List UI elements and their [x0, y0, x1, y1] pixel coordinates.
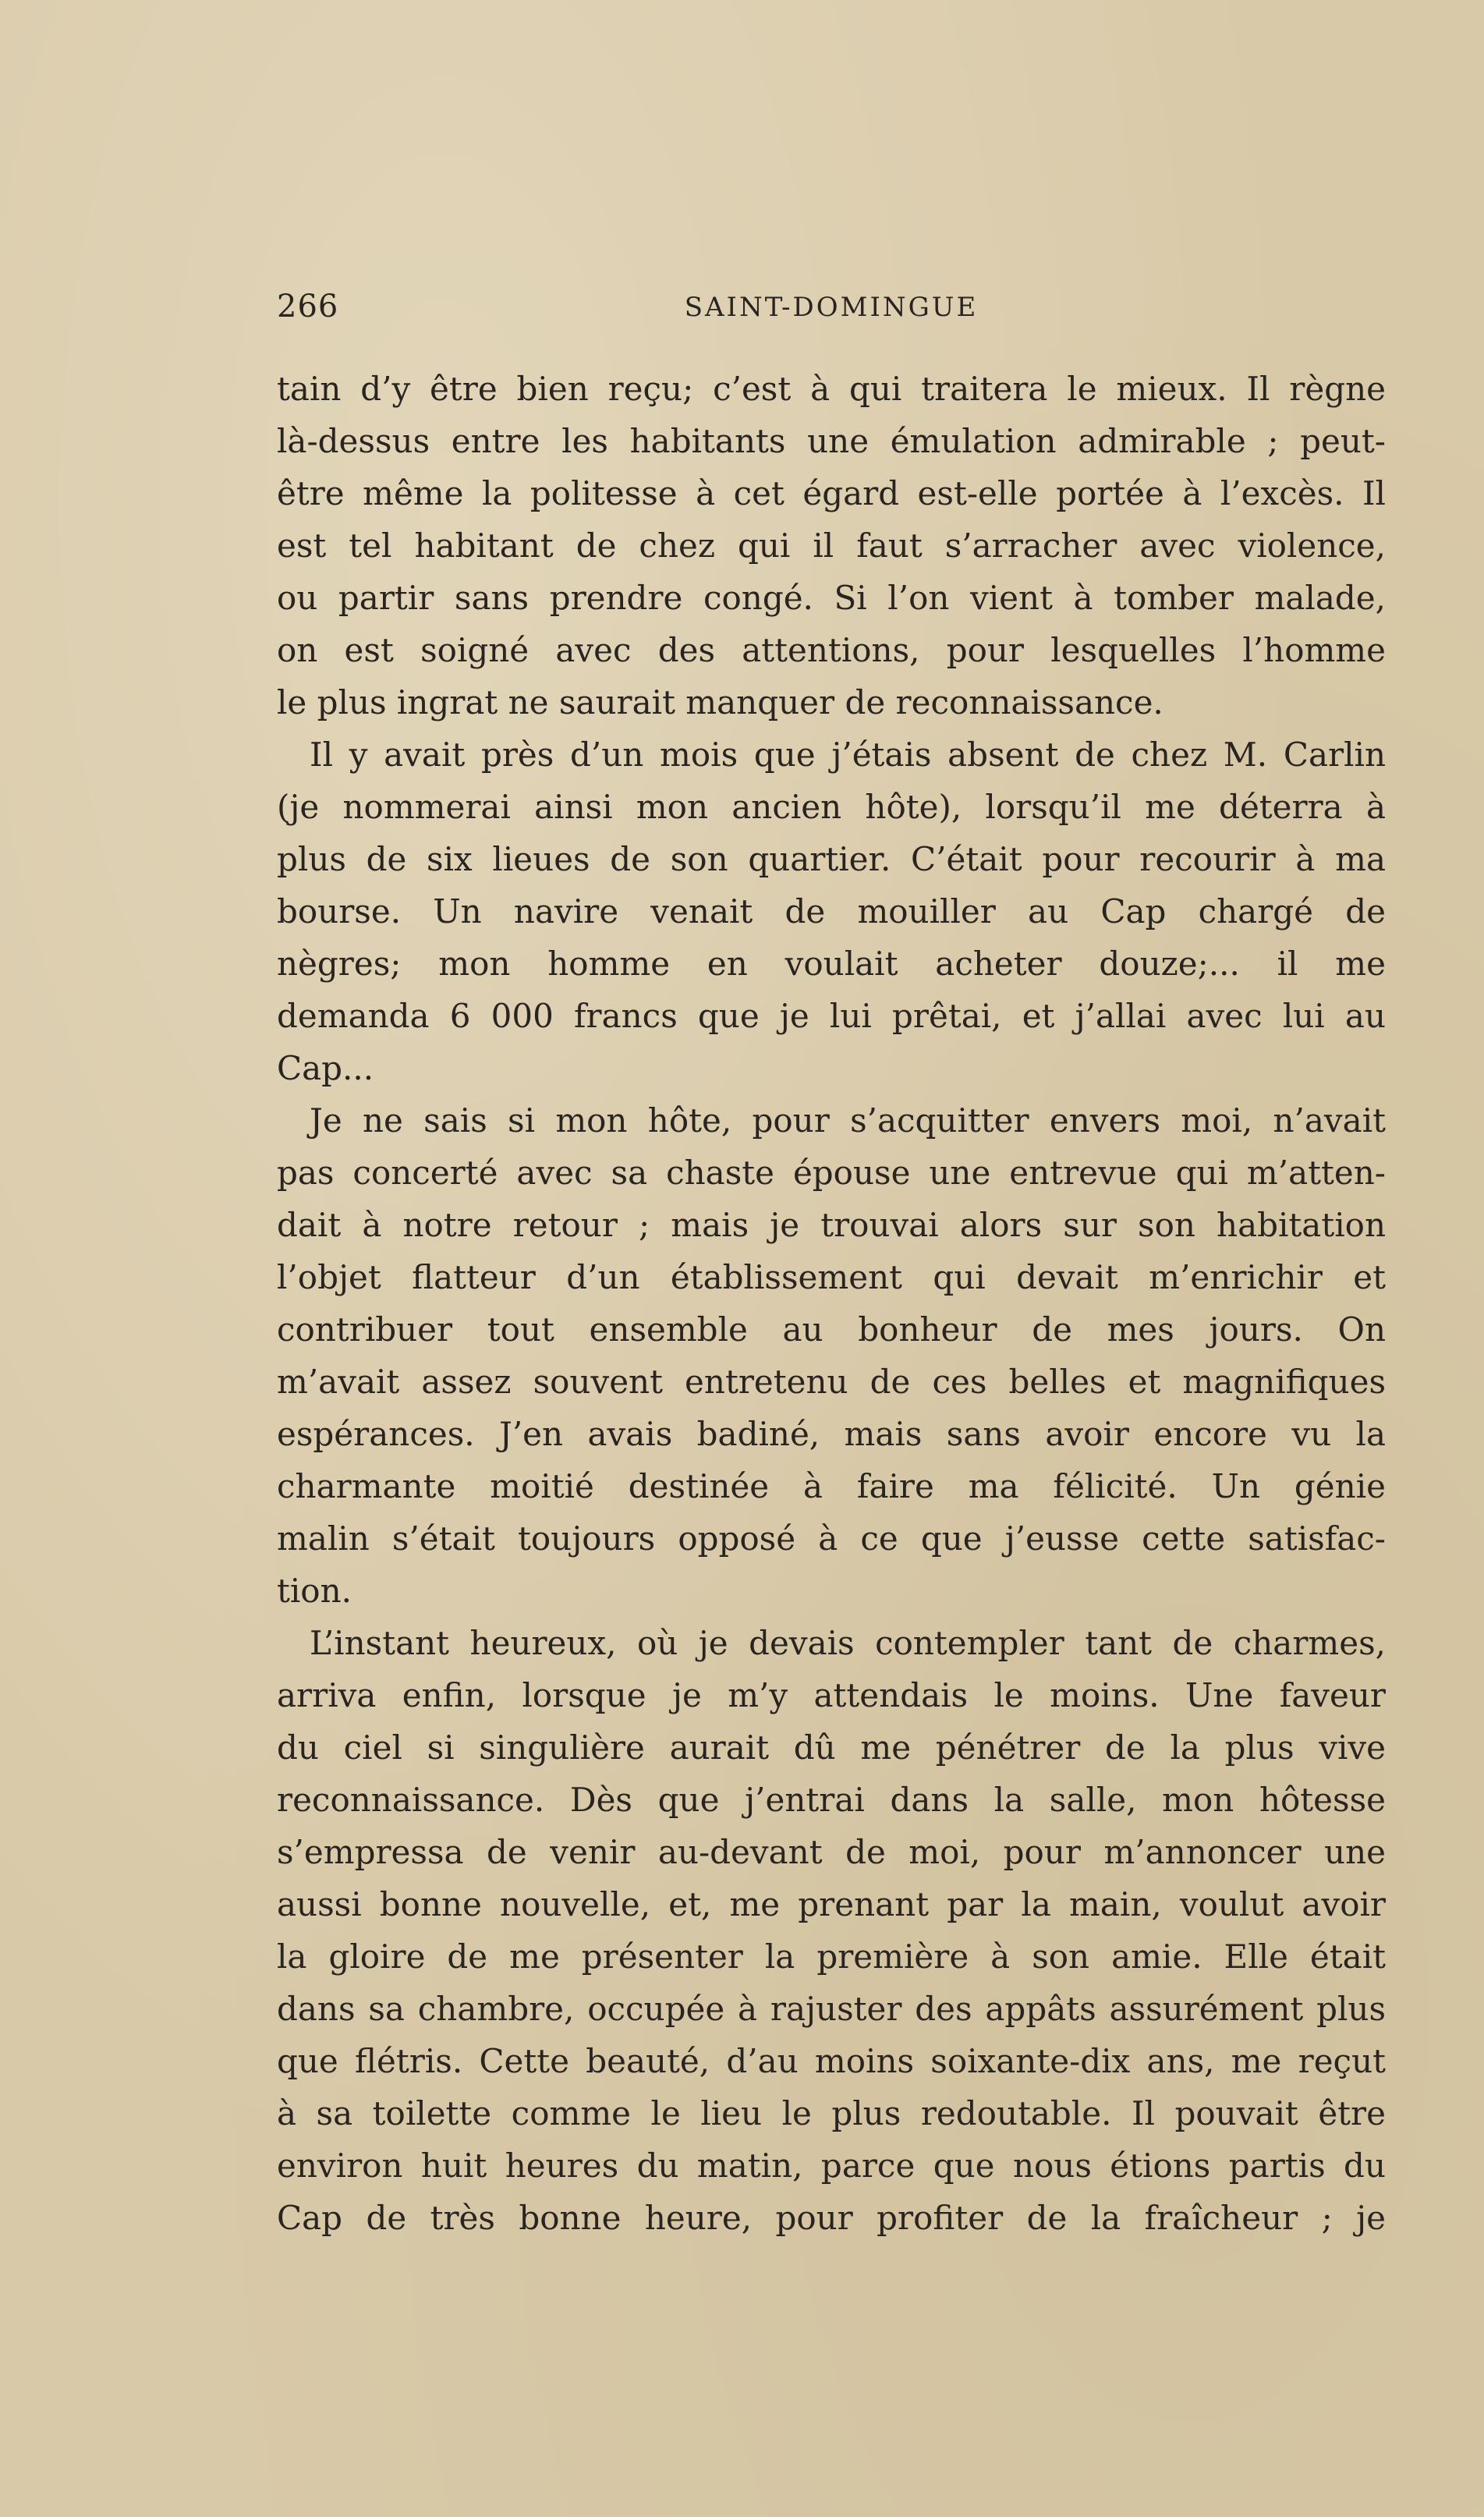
text-line: tain d’y être bien reçu; c’est à qui traitera le mieux. Il règne	[277, 370, 1386, 408]
text-line: nègres; mon homme en voulait acheter douze;... il me	[277, 945, 1386, 983]
text-line: demanda 6 000 francs que je lui prêtai, et j’allai avec lui au	[277, 997, 1386, 1035]
text-line: environ huit heures du matin, parce que nous étions partis du	[277, 2147, 1386, 2185]
text-line: aussi bonne nouvelle, et, me prenant par la main, voulut avoir	[277, 1885, 1386, 1923]
text-line: m’avait assez souvent entretenu de ces belles et magnifiques	[277, 1363, 1386, 1401]
text-line: là-dessus entre les habitants une émulation admirable ; peut-	[277, 422, 1386, 460]
text-line: dans sa chambre, occupée à rajuster des appâts assurément plus	[277, 1990, 1386, 2028]
text-line: tion.	[277, 1572, 352, 1610]
text-line: que flétris. Cette beauté, d’au moins soixante-dix ans, me reçut	[277, 2042, 1386, 2080]
text-line: charmante moitié destinée à faire ma félicité. Un génie	[277, 1467, 1386, 1505]
text-line: Cap de très bonne heure, pour profiter de la fraîcheur ; je	[277, 2199, 1386, 2237]
text-line: malin s’était toujours opposé à ce que j’eusse cette satisfac-	[277, 1519, 1386, 1558]
text-line: ou partir sans prendre congé. Si l’on vient à tomber malade,	[277, 579, 1386, 617]
text-line: espérances. J’en avais badiné, mais sans avoir encore vu la	[277, 1415, 1386, 1453]
text-line: être même la politesse à cet égard est-elle portée à l’excès. Il	[277, 474, 1386, 512]
text-line: à sa toilette comme le lieu le plus redoutable. Il pouvait être	[277, 2094, 1386, 2132]
text-line: le plus ingrat ne saurait manquer de reconnaissance.	[277, 683, 1163, 721]
text-line: L’instant heureux, où je devais contempler tant de charmes,	[310, 1624, 1386, 1662]
text-line: est tel habitant de chez qui il faut s’arracher avec violence,	[277, 526, 1386, 565]
body-text	[277, 363, 1386, 2244]
text-line: pas concerté avec sa chaste épouse une entrevue qui m’atten-	[277, 1154, 1386, 1192]
text-line: l’objet flatteur d’un établissement qui devait m’enrichir et	[277, 1258, 1386, 1296]
text-line: Il y avait près d’un mois que j’étais absent de chez M. Carlin	[310, 736, 1386, 774]
text-line: la gloire de me présenter la première à son amie. Elle était	[277, 1937, 1386, 1976]
text-line: dait à notre retour ; mais je trouvai alors sur son habitation	[277, 1206, 1386, 1244]
page-number: 266	[277, 289, 339, 324]
text-line: du ciel si singulière aurait dû me pénétrer de la plus vive	[277, 1728, 1386, 1767]
text-line: s’empressa de venir au-devant de moi, pour m’annoncer une	[277, 1833, 1386, 1871]
running-title: SAINT-DOMINGUE	[684, 292, 979, 323]
text-line: (je nommerai ainsi mon ancien hôte), lorsqu’il me déterra à	[277, 788, 1386, 826]
text-line: Cap...	[277, 1049, 374, 1087]
text-line: on est soigné avec des attentions, pour lesquelles l’homme	[277, 631, 1386, 669]
text-line: contribuer tout ensemble au bonheur de mes jours. On	[277, 1310, 1386, 1349]
text-line: plus de six lieues de son quartier. C’était pour recourir à ma	[277, 840, 1386, 878]
running-head	[277, 281, 1386, 328]
book-page	[277, 281, 1386, 2244]
text-line: bourse. Un navire venait de mouiller au Cap chargé de	[277, 892, 1386, 931]
text-line: Je ne sais si mon hôte, pour s’acquitter envers moi, n’avait	[310, 1101, 1386, 1140]
text-line: arriva enfin, lorsque je m’y attendais le moins. Une faveur	[277, 1676, 1386, 1714]
text-line: reconnaissance. Dès que j’entrai dans la salle, mon hôtesse	[277, 1781, 1386, 1819]
